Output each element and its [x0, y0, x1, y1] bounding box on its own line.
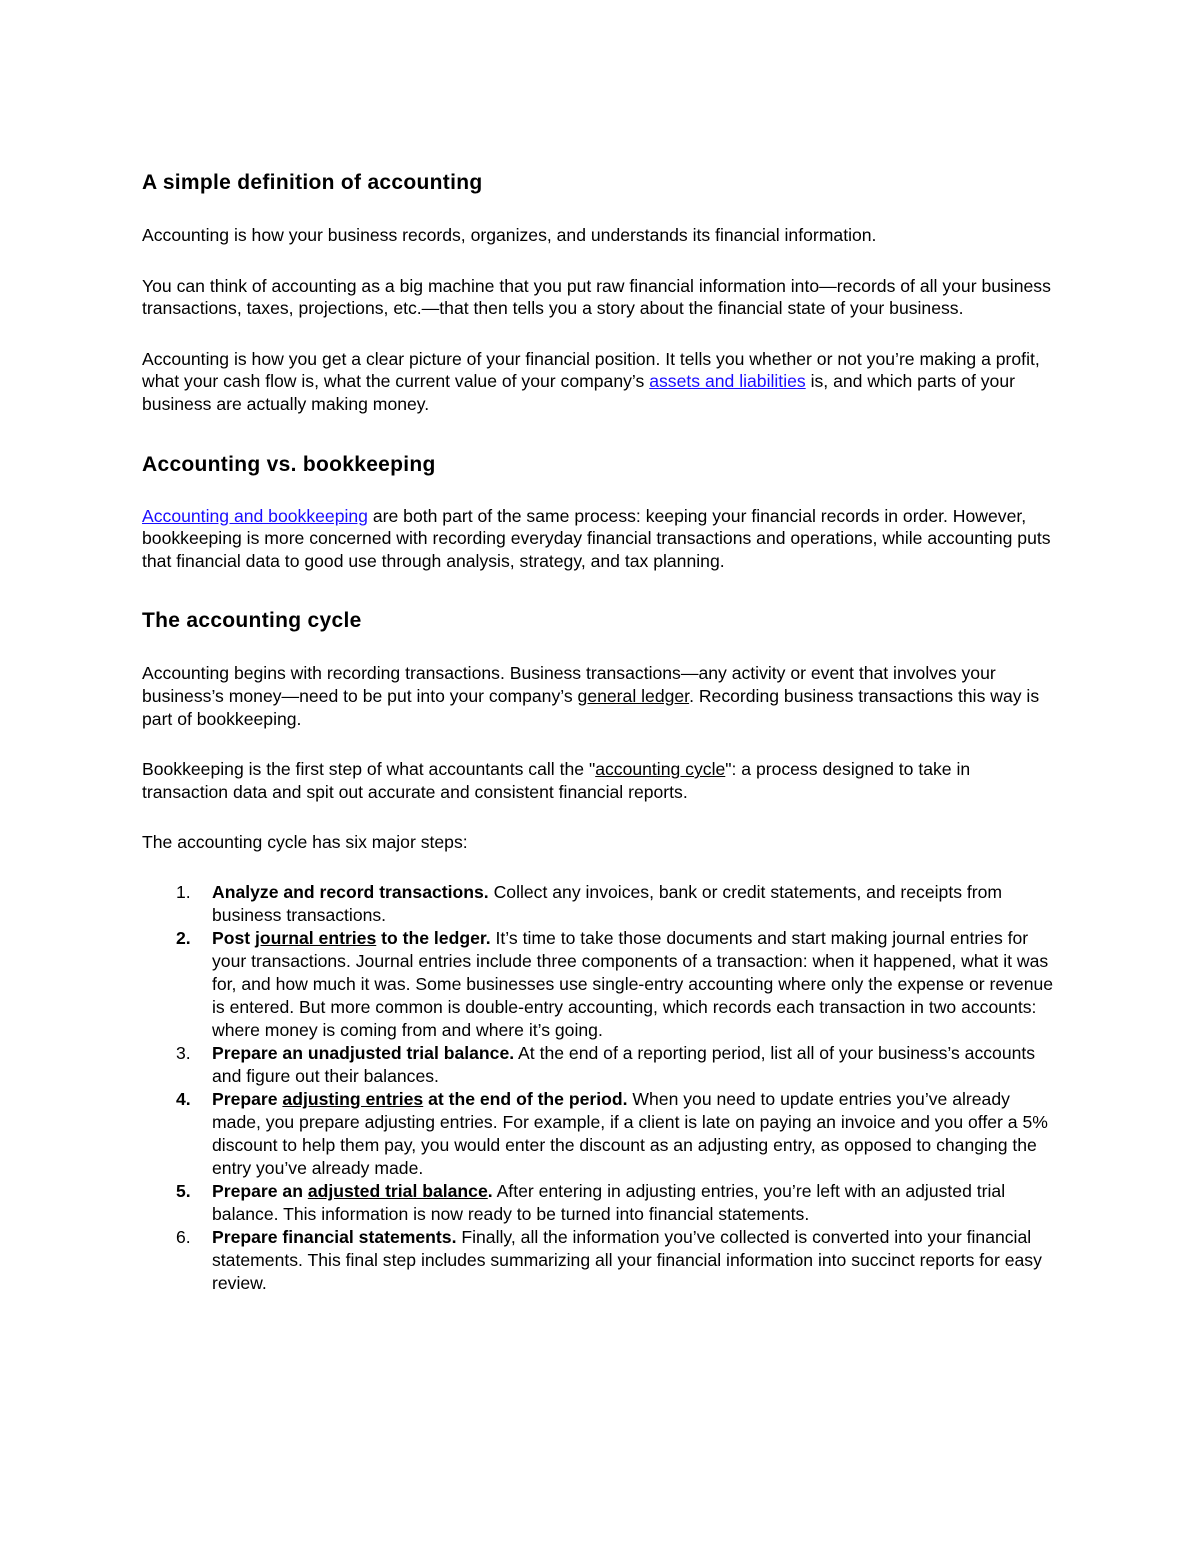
list-item	[176, 927, 1060, 1042]
heading-accounting-vs-bookkeeping: Accounting vs. bookkeeping	[142, 452, 436, 476]
paragraph-cycle-1-text-b: . Recording business transactions this way is part of bookkeeping.	[142, 685, 1040, 729]
paragraph-definition-3-text-a: Accounting is how you get a clear picture of your financial position. It tells you whether or not you’re making a profit, what your cash flow is, what the current value of your company’s	[142, 348, 1040, 392]
paragraph-cycle-2	[142, 758, 1060, 803]
accounting-cycle-term[interactable]: accounting cycle	[595, 759, 726, 780]
adjusting-entries-term[interactable]: adjusting entries	[282, 1088, 424, 1109]
list-item-number: 1.	[176, 881, 191, 902]
step-title: Prepare financial statements.	[212, 1226, 457, 1247]
list-item-number: 2.	[176, 927, 191, 948]
step-text: After entering in adjusting entries, you’re left with an adjusted trial balance. This information is now ready to be turned into financial statements.	[212, 1180, 1006, 1224]
step-title-b: .	[487, 1180, 493, 1201]
paragraph-cycle-1-text-a: Accounting begins with recording transactions. Business transactions—any activity or event that involves your business’s money—need to be put into your company’s	[142, 663, 996, 706]
paragraph-vs	[142, 505, 1060, 573]
journal-entries-term[interactable]: journal entries	[255, 927, 377, 948]
step-text: When you need to update entries you’ve already made, you prepare adjusting entries. For example, if a client is late on paying an invoice and you offer a 5% discount to help them pay, you would enter the discount as an adjusting entry, as opposed to changing the entry you’ve already made.	[212, 1088, 1048, 1178]
assets-and-liabilities-link[interactable]: assets and liabilities	[649, 371, 806, 392]
accounting-and-bookkeeping-link[interactable]: Accounting and bookkeeping	[142, 505, 368, 526]
heading-definition: A simple definition of accounting	[142, 171, 483, 194]
paragraph-vs-text: are both part of the same process: keeping your financial records in order. However, bookkeeping is more concerned with recording everyday financial transactions and operations, while accounting puts that financial data to good use through analysis, strategy, and tax planning.	[142, 505, 1051, 571]
paragraph-definition-2: You can think of accounting as a big machine that you put raw financial information into—records of all your business transactions, taxes, projections, etc.—that then tells you a story about the financial state of your business.	[142, 275, 1051, 319]
paragraph-definition-3-text-b: is, and which parts of your business are actually making money.	[142, 371, 1015, 414]
list-item-number: 4.	[176, 1088, 191, 1109]
step-title-b: to the ledger.	[376, 927, 491, 948]
steps-list	[142, 881, 1060, 1295]
heading-accounting-cycle: The accounting cycle	[142, 609, 362, 633]
list-item	[176, 1042, 1060, 1088]
step-title-a: Prepare an	[212, 1180, 308, 1201]
step-text: At the end of a reporting period, list all of your business’s accounts and figure out their balances.	[212, 1042, 1036, 1086]
adjusted-trial-balance-term[interactable]: adjusted trial balance	[307, 1180, 488, 1201]
list-item-number: 5.	[176, 1180, 191, 1201]
step-title	[212, 1181, 493, 1201]
paragraph-cycle-2-text-b: ": a process designed to take in transaction data and spit out accurate and consistent financial reports.	[142, 759, 971, 802]
list-item	[176, 1180, 1060, 1226]
step-text: Collect any invoices, bank or credit statements, and receipts from business transactions.	[212, 881, 1003, 925]
paragraph-cycle-1	[142, 662, 1060, 730]
step-title	[212, 1089, 628, 1109]
step-text: It’s time to take those documents and start making journal entries for your transactions. Journal entries include three components of a transaction: when it happened, what it was for, and how much it was. Some businesses use single-entry accounting where only the expense or revenue is entered. But more common is double-entry accounting, which records each transaction in two accounts: where money is coming from and where it’s going.	[212, 927, 1054, 1040]
step-title-a: Post	[212, 927, 256, 948]
step-title: Prepare an unadjusted trial balance.	[212, 1042, 515, 1063]
paragraph-definition-3	[142, 348, 1060, 416]
step-title-a: Prepare	[212, 1088, 283, 1109]
list-item	[176, 881, 1060, 927]
step-title	[212, 928, 491, 948]
list-item-number: 6.	[176, 1226, 191, 1247]
document-body	[142, 169, 1060, 1295]
step-text: Finally, all the information you’ve collected is converted into your financial statements. This final step includes summarizing all your financial information into succinct reports for easy review.	[212, 1226, 1042, 1293]
list-item	[176, 1226, 1060, 1295]
step-title: Analyze and record transactions.	[212, 881, 489, 902]
list-item-number: 3.	[176, 1042, 191, 1063]
list-item	[176, 1088, 1060, 1180]
step-title-b: at the end of the period.	[423, 1088, 628, 1109]
paragraph-definition-1: Accounting is how your business records, organizes, and understands its financial information.	[142, 225, 877, 245]
paragraph-cycle-2-text-a: Bookkeeping is the first step of what accountants call the "	[142, 759, 596, 780]
general-ledger-term[interactable]: general ledger	[577, 685, 690, 706]
paragraph-cycle-3: The accounting cycle has six major steps:	[142, 832, 468, 853]
